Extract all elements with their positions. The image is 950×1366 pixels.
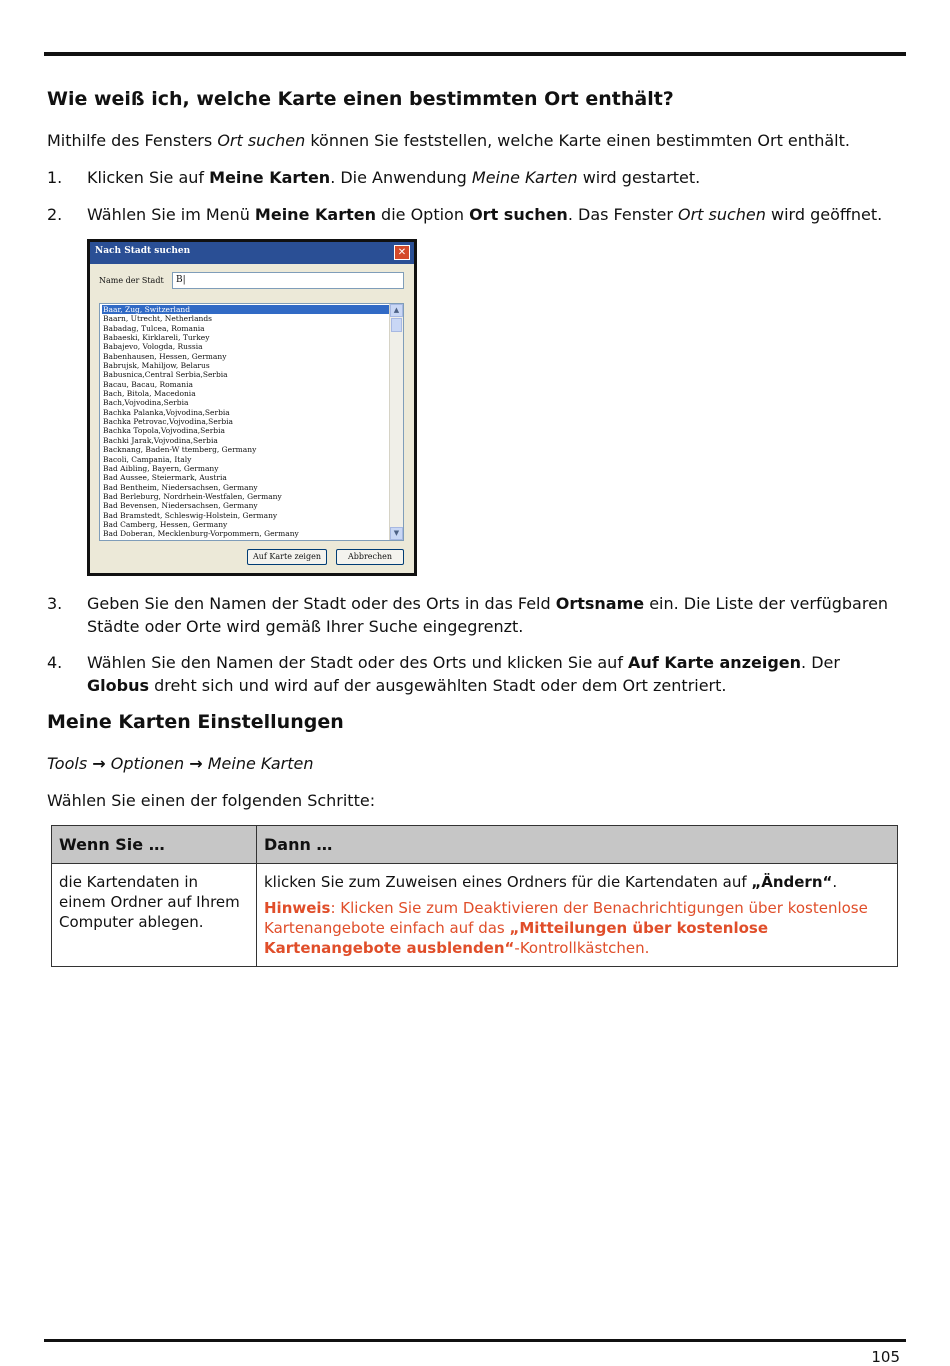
city-list-items — [102, 305, 390, 539]
city-search-dialog — [87, 239, 417, 576]
table-cell: die Kartendaten in einem Ordner auf Ihrem Computer ablegen. — [52, 864, 257, 967]
intro-paragraph: Mithilfe des Fensters Ort suchen können Sie feststellen, welche Karte einen bestimmten Ort enthält. — [47, 131, 850, 150]
table-row — [52, 864, 898, 967]
list-scrollbar[interactable] — [389, 304, 403, 540]
list-item[interactable]: Baar, Zug, Switzerland — [102, 305, 390, 314]
list-item[interactable]: Bad Bramstedt, Schleswig-Holstein, Germany — [103, 510, 278, 520]
dialog-titlebar[interactable] — [90, 242, 414, 264]
list-item[interactable]: Bad Bevensen, Niedersachsen, Germany — [103, 501, 258, 511]
city-list[interactable] — [99, 303, 404, 541]
city-name-input[interactable]: B| — [172, 272, 404, 289]
list-item[interactable]: Babadag, Tulcea, Romania — [103, 323, 205, 333]
close-icon[interactable]: ✕ — [394, 245, 410, 260]
cancel-button[interactable]: Abbrechen — [336, 549, 404, 565]
table-header-row — [52, 826, 898, 864]
section-heading: Wie weiß ich, welche Karte einen bestimmten Ort enthält? — [47, 88, 674, 110]
choose-text: Wählen Sie einen der folgenden Schritte: — [47, 791, 376, 810]
list-item[interactable]: Bachki Jarak,Vojvodina,Serbia — [103, 435, 218, 445]
page-number: 105 — [871, 1348, 900, 1366]
dialog-title: Nach Stadt suchen — [95, 246, 191, 256]
list-item[interactable]: Babrujsk, Mahiljow, Belarus — [103, 361, 210, 371]
list-item[interactable]: Bad Camberg, Hessen, Germany — [103, 519, 228, 529]
list-item[interactable]: Babenhausen, Hessen, Germany — [103, 351, 227, 361]
list-item[interactable]: Bacoli, Campania, Italy — [103, 454, 192, 464]
scroll-down-icon[interactable]: ▼ — [390, 527, 403, 540]
arrow-right-icon: → — [189, 754, 203, 773]
column-header: Wenn Sie … — [52, 826, 257, 864]
list-item[interactable]: Bach,Vojvodina,Serbia — [103, 398, 189, 408]
bottom-rule — [44, 1339, 906, 1342]
show-on-map-button[interactable]: Auf Karte zeigen — [247, 549, 327, 565]
table-cell: klicken Sie zum Zuweisen eines Ordners für die Kartendaten auf „Ändern“. Hinweis: Klicken Sie zum Deaktivieren der Benachrichtigungen über kostenlose Kartenangebote einfach auf das „Mitteilungen über kostenlose Kartenangebote ausblenden“-Kontrollkästchen. — [257, 864, 898, 967]
settings-table — [51, 825, 898, 967]
top-rule — [44, 52, 906, 56]
column-header: Dann … — [257, 826, 898, 864]
list-item[interactable]: Bad Bentheim, Niedersachsen, Germany — [103, 482, 258, 492]
list-item[interactable]: Bad Berleburg, Nordrhein-Westfalen, Germany — [103, 491, 282, 501]
scroll-up-icon[interactable]: ▲ — [390, 304, 403, 317]
list-item[interactable]: Bachka Topola,Vojvodina,Serbia — [103, 426, 225, 436]
list-item[interactable]: Babusnica,Central Serbia,Serbia — [103, 370, 228, 380]
list-item[interactable]: Bachka Palanka,Vojvodina,Serbia — [103, 407, 230, 417]
dialog-body — [90, 242, 414, 573]
menu-path: Tools → Optionen → Meine Karten — [47, 754, 314, 773]
list-item[interactable]: Babajevo, Vologda, Russia — [103, 342, 203, 352]
list-item[interactable]: Babaeski, Kirklareli, Turkey — [103, 333, 210, 343]
list-item[interactable]: Bachka Petrovac,Vojvodina,Serbia — [103, 417, 234, 427]
hint-note: Hinweis: Klicken Sie zum Deaktivieren der Benachrichtigungen über kostenlose Kartenangebote einfach auf das „Mitteilungen über kostenlose Kartenangebote ausblenden“-Kontrollkästchen. — [264, 899, 868, 957]
list-item[interactable]: Baarn, Utrecht, Netherlands — [103, 314, 213, 324]
list-item[interactable]: Bad Doberan, Mecklenburg-Vorpommern, Germany — [103, 529, 299, 539]
list-item[interactable]: Bach, Bitola, Macedonia — [103, 389, 196, 399]
scroll-thumb[interactable] — [391, 318, 402, 332]
list-item[interactable]: Bad Aibling, Bayern, Germany — [103, 463, 219, 473]
city-name-label: Name der Stadt — [99, 276, 164, 285]
list-item[interactable]: Bacau, Bacau, Romania — [103, 379, 193, 389]
list-item[interactable]: Backnang, Baden-W ttemberg, Germany — [103, 445, 257, 455]
arrow-right-icon: → — [92, 754, 106, 773]
settings-heading: Meine Karten Einstellungen — [47, 711, 344, 733]
list-item[interactable]: Bad Aussee, Steiermark, Austria — [103, 473, 227, 483]
